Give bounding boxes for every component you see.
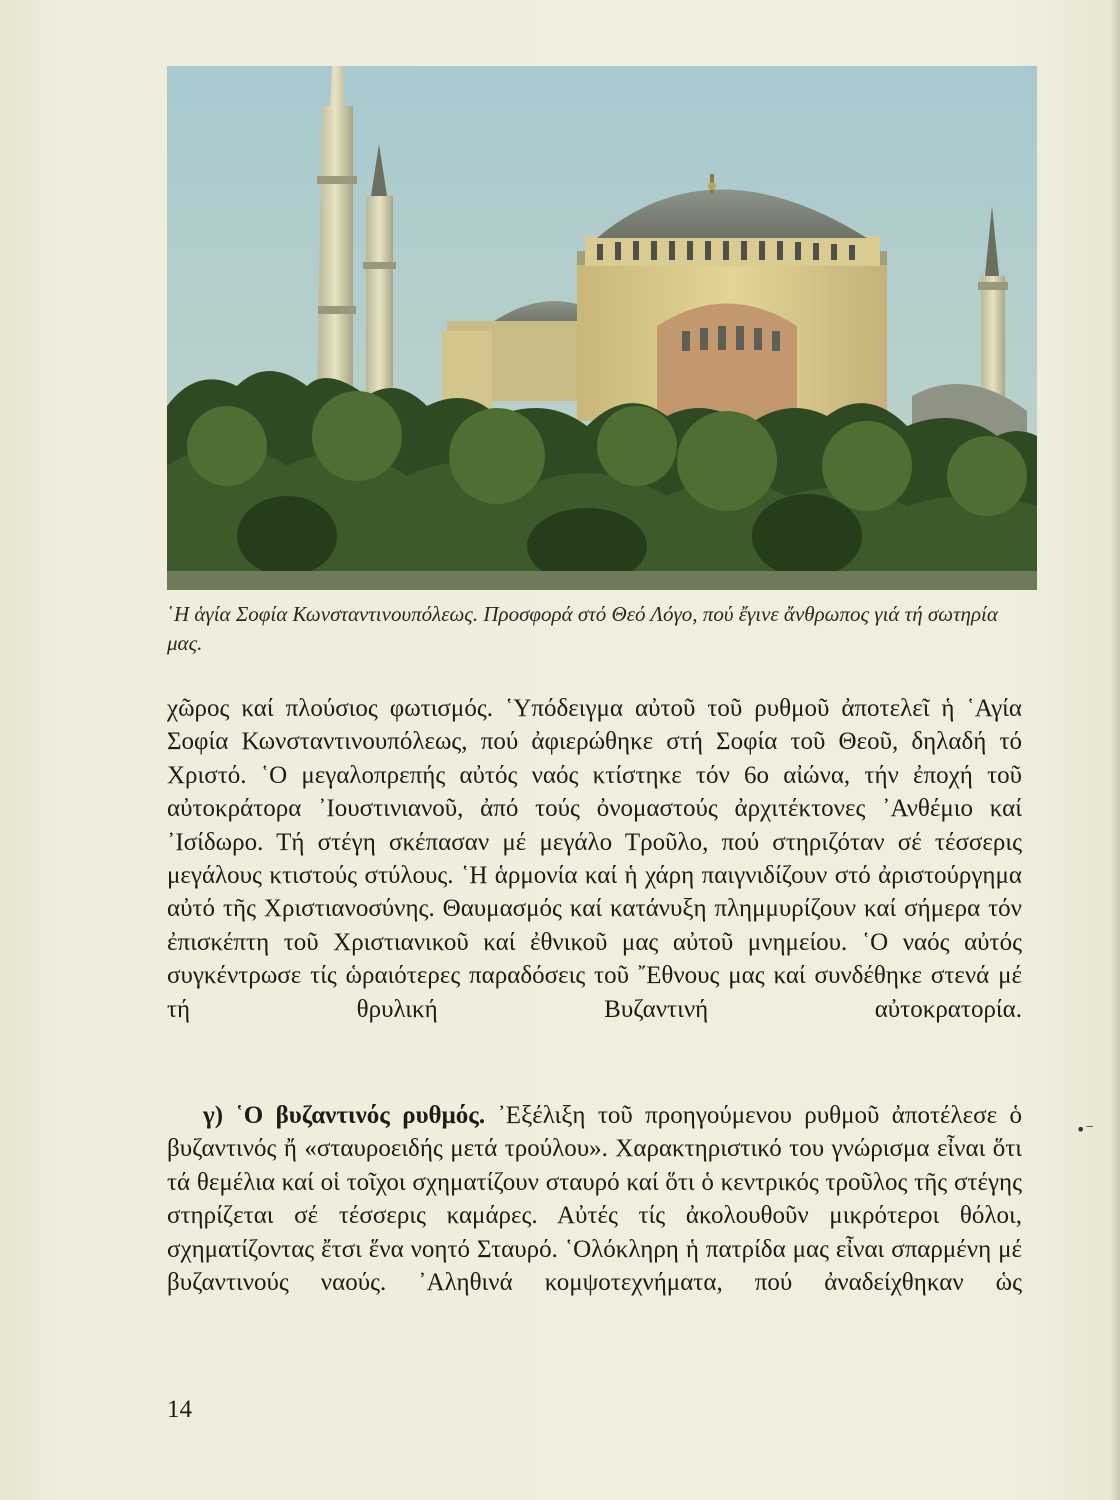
section-heading-byzantine-style: γ) ῾Ο βυζαντινός ρυθμός. xyxy=(203,1102,486,1129)
paragraph-2-text: ᾿Εξέλιξη τοῦ προηγούμενου ρυθμοῦ ἀποτέλεσε ὁ βυζαντινός ἤ «σταυροειδής μετά τρούλου». Χαρακτηριστικό του γνώρισμα εἶναι ὅτι τά θεμέλια καί οἱ τοῖχοι σχηματίζουν σταυρό καί ὅτι ὁ κεντρικός τροῦλος τῆς στέγης στηρίζεται σέ τέσσερις καμάρες. Αὐτές τίς ἀκολουθοῦν μικρότεροι θόλοι, σχηματίζοντας ἔτσι ἕνα νοητό Σταυρό. ῾Ολόκληρη ἡ πατρίδα μας εἶναι σπαρμένη μέ βυζαντινούς ναούς. ᾿Αληθινά κομψοτεχνήματα, πού ἀναδείχθηκαν ὡς xyxy=(167,1102,1022,1297)
body-paragraph-1 xyxy=(167,692,1022,1026)
body-paragraph-2 xyxy=(167,1099,1022,1299)
photo-caption: ῾Η ἁγία Σοφία Κωνσταντινουπόλεως. Προσφορά στό Θεό Λόγο, πού ἔγινε ἄνθρωπος γιά τή σωτηρία μας. xyxy=(167,602,998,655)
paragraph-1-text: χῶρος καί πλούσιος φωτισμός. ῾Υπόδειγμα αὐτοῦ τοῦ ρυθμοῦ ἀποτελεῖ ἡ ῾Αγία Σοφία Κωνσταντινουπόλεως, πού ἀφιερώθηκε στή Σοφία τοῦ Θεοῦ, δηλαδή τό Χριστό. ῾Ο μεγαλοπρεπής αὐτός ναός κτίστηκε τόν 6ο αἰώνα, τήν ἐποχή τοῦ αὐτοκράτορα ᾿Ιουστινιανοῦ, ἀπό τούς ὀνομαστούς ἀρχιτέκτονες ᾿Ανθέμιο καί ᾿Ισίδωρο. Τή στέγη σκέπασαν μέ μεγάλο Τροῦλο, πού στηριζόταν σέ τέσσερις μεγάλους κτιστούς στύλους. ῾Η ἁρμονία καί ἡ χάρη παιγνιδίζουν στό ἀριστούργημα αὐτό τῆς Χριστιανοσύνης. Θαυμασμός καί κατάνυξη πλημμυρίζουν καί σήμερα τόν ἐπισκέπτη τοῦ Χριστιανικοῦ καί ἐθνικοῦ μας αὐτοῦ μνημείου. ῾Ο ναός αὐτός συγκέντρωσε τίς ὡραιότερες παραδόσεις τοῦ ῎Εθνους μας καί συνδέθηκε στενά μέ τή θρυλική Βυζαντινή αὐτοκρατορία. xyxy=(167,695,1022,1023)
margin-mark: •⁻ xyxy=(1076,1120,1094,1139)
page-number: 14 xyxy=(167,1396,192,1423)
hagia-sophia-photo xyxy=(167,66,1037,590)
page-edge-shadow xyxy=(1110,0,1120,1500)
